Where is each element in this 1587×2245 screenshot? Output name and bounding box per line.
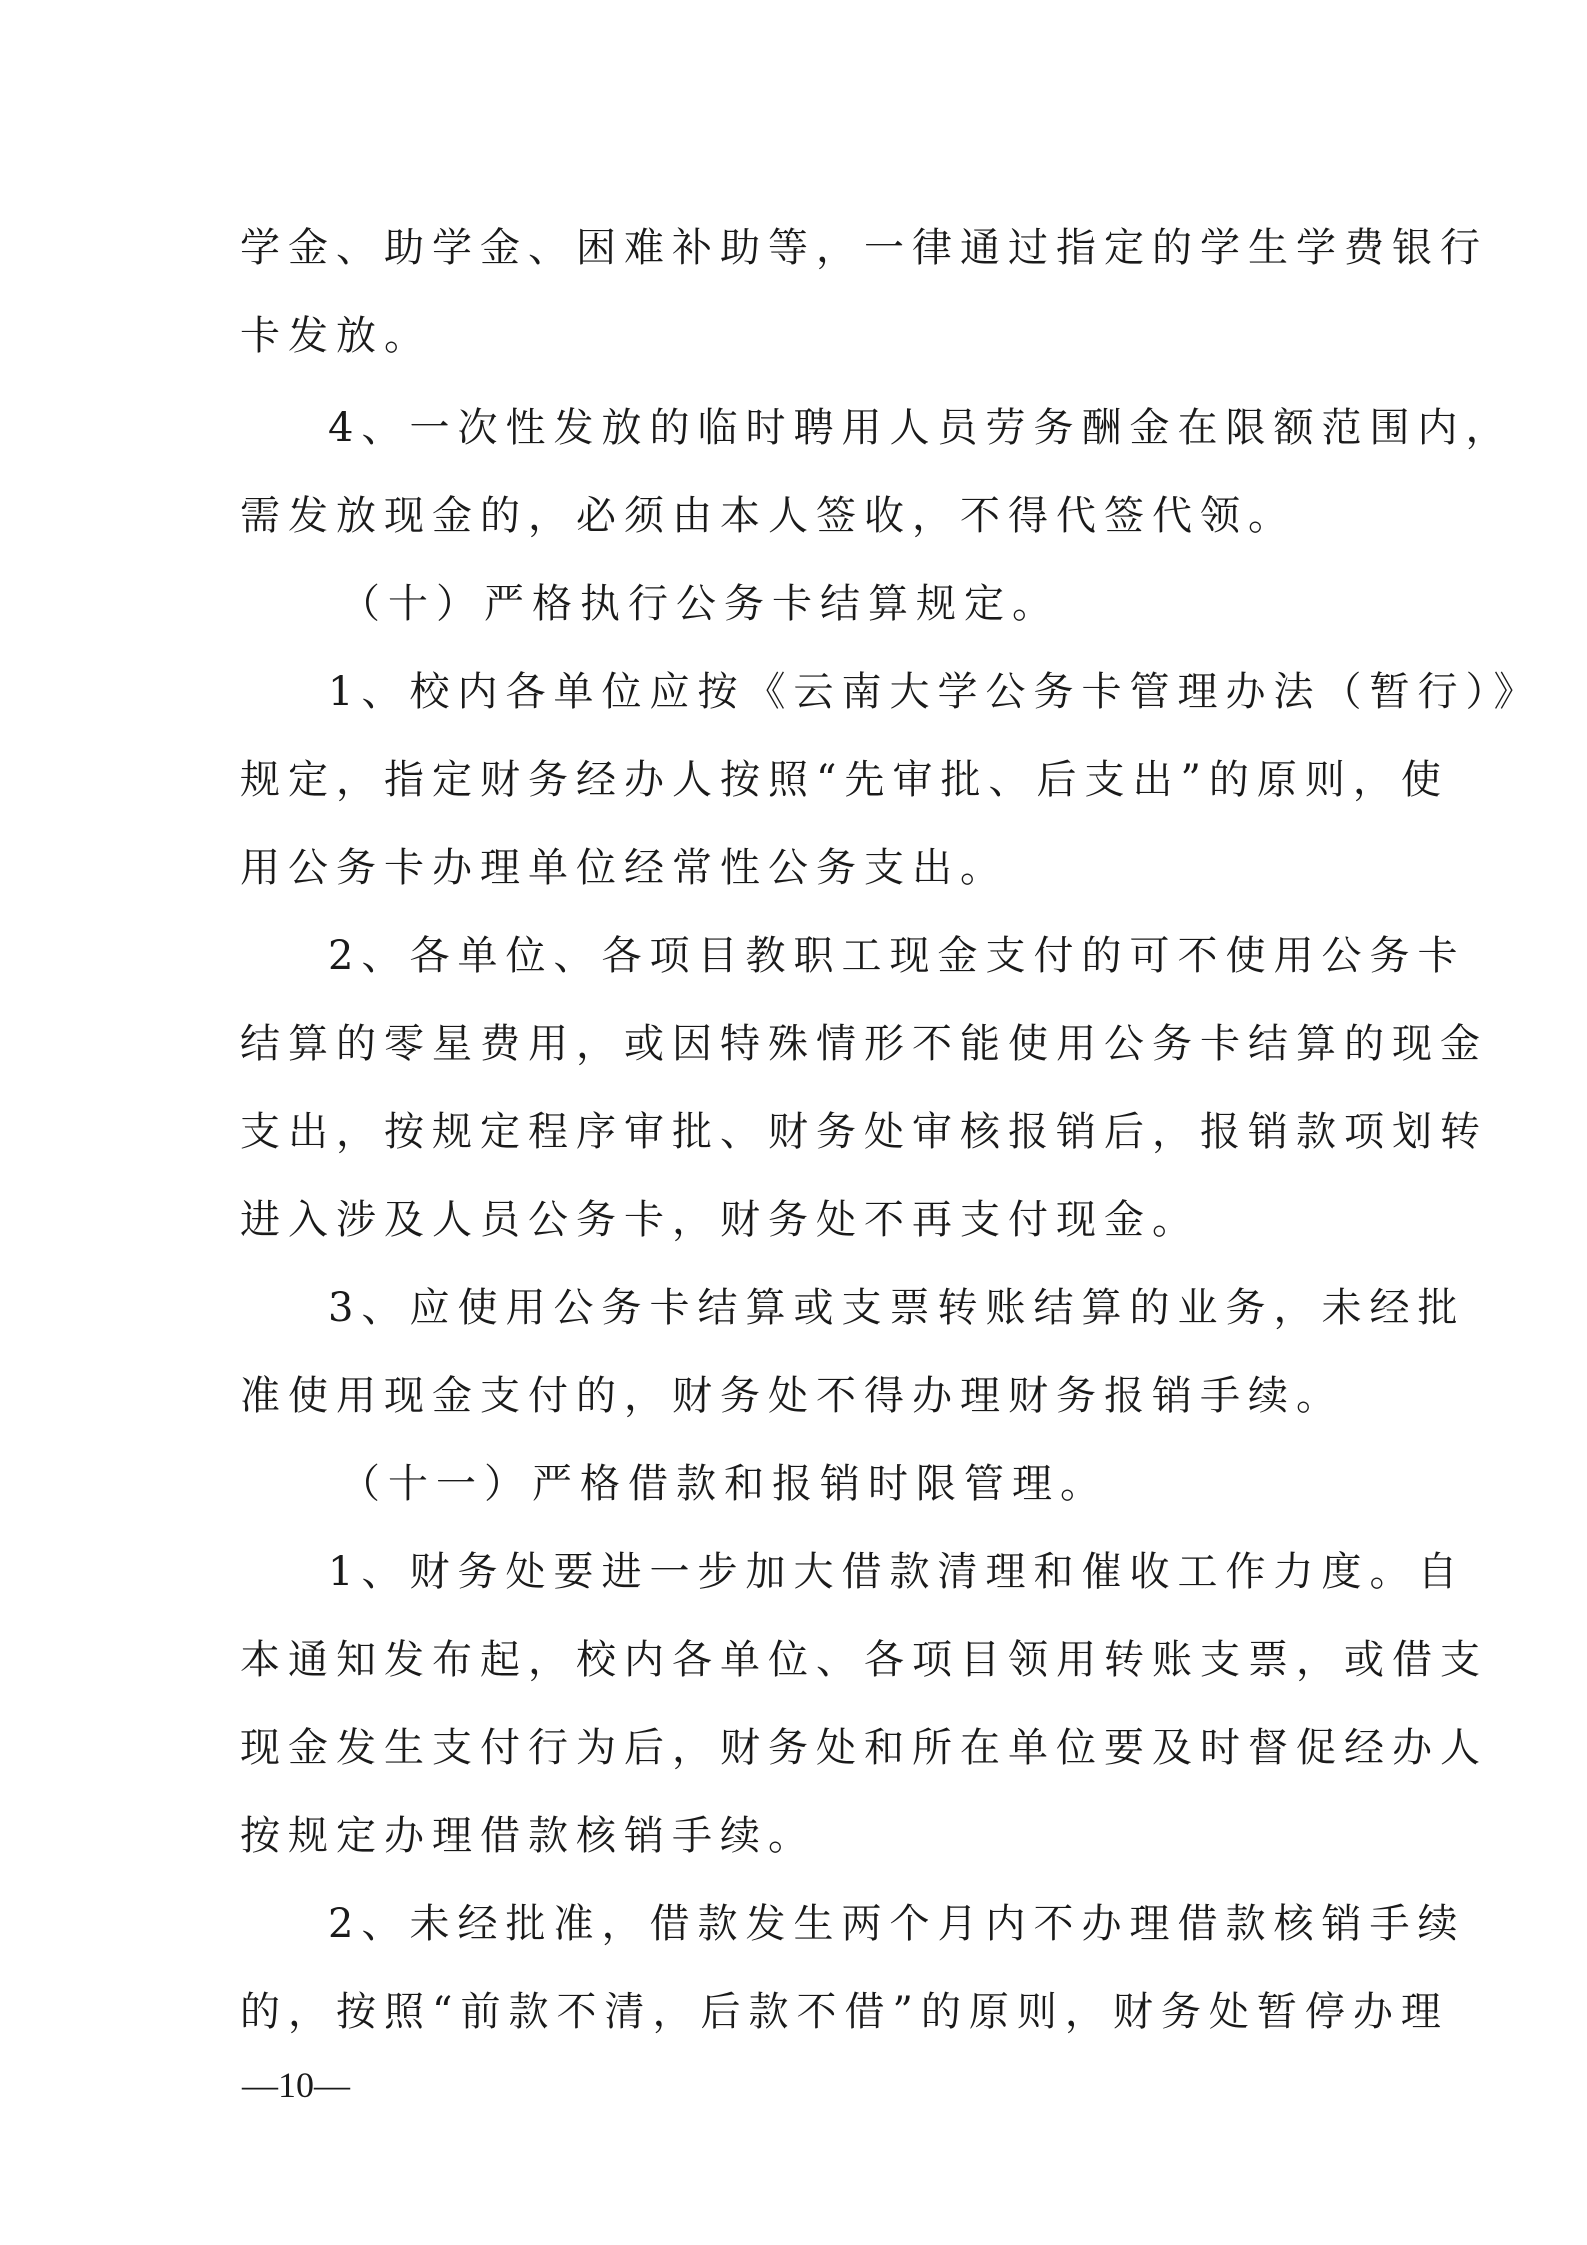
section-heading-10: （十）严格执行公务卡结算规定。 xyxy=(340,581,1060,627)
body-text-line: 进入涉及人员公务卡，财务处不再支付现金。 xyxy=(240,1197,1200,1243)
body-text-line: 现金发生支付行为后，财务处和所在单位要及时督促经办人 xyxy=(240,1725,1488,1771)
body-text-line: 按规定办理借款核销手续。 xyxy=(240,1813,816,1859)
list-item-2: 2、未经批准，借款发生两个月内不办理借款核销手续 xyxy=(328,1901,1466,1947)
body-text-line: 卡发放。 xyxy=(240,313,432,359)
body-text-line: 准使用现金支付的，财务处不得办理财务报销手续。 xyxy=(240,1373,1344,1419)
list-item-2: 2、各单位、各项目教职工现金支付的可不使用公务卡 xyxy=(328,933,1466,979)
page-number: —10— xyxy=(242,2065,350,2105)
body-text-line: 本通知发布起，校内各单位、各项目领用转账支票，或借支 xyxy=(240,1637,1488,1683)
body-text-line: 学金、助学金、困难补助等，一律通过指定的学生学费银行 xyxy=(240,225,1488,271)
list-item-3: 3、应使用公务卡结算或支票转账结算的业务，未经批 xyxy=(328,1285,1466,1331)
list-item-1: 1、财务处要进一步加大借款清理和催收工作力度。自 xyxy=(328,1549,1466,1595)
body-text-line: 规定，指定财务经办人按照“先审批、后支出”的原则，使 xyxy=(240,757,1449,803)
body-text-line: 需发放现金的，必须由本人签收，不得代签代领。 xyxy=(240,493,1296,539)
body-text-line: 用公务卡办理单位经常性公务支出。 xyxy=(240,845,1008,891)
list-item-4: 4、一次性发放的临时聘用人员劳务酬金在限额范围内， xyxy=(328,405,1514,451)
list-item-1: 1、校内各单位应按《云南大学公务卡管理办法（暂行）》 xyxy=(328,669,1542,715)
body-text-line: 的，按照“前款不清，后款不借”的原则，财务处暂停办理 xyxy=(240,1989,1449,2035)
section-heading-11: （十一）严格借款和报销时限管理。 xyxy=(340,1461,1108,1507)
body-text-line: 结算的零星费用，或因特殊情形不能使用公务卡结算的现金 xyxy=(240,1021,1488,1067)
body-text-line: 支出，按规定程序审批、财务处审核报销后，报销款项划转 xyxy=(240,1109,1488,1155)
